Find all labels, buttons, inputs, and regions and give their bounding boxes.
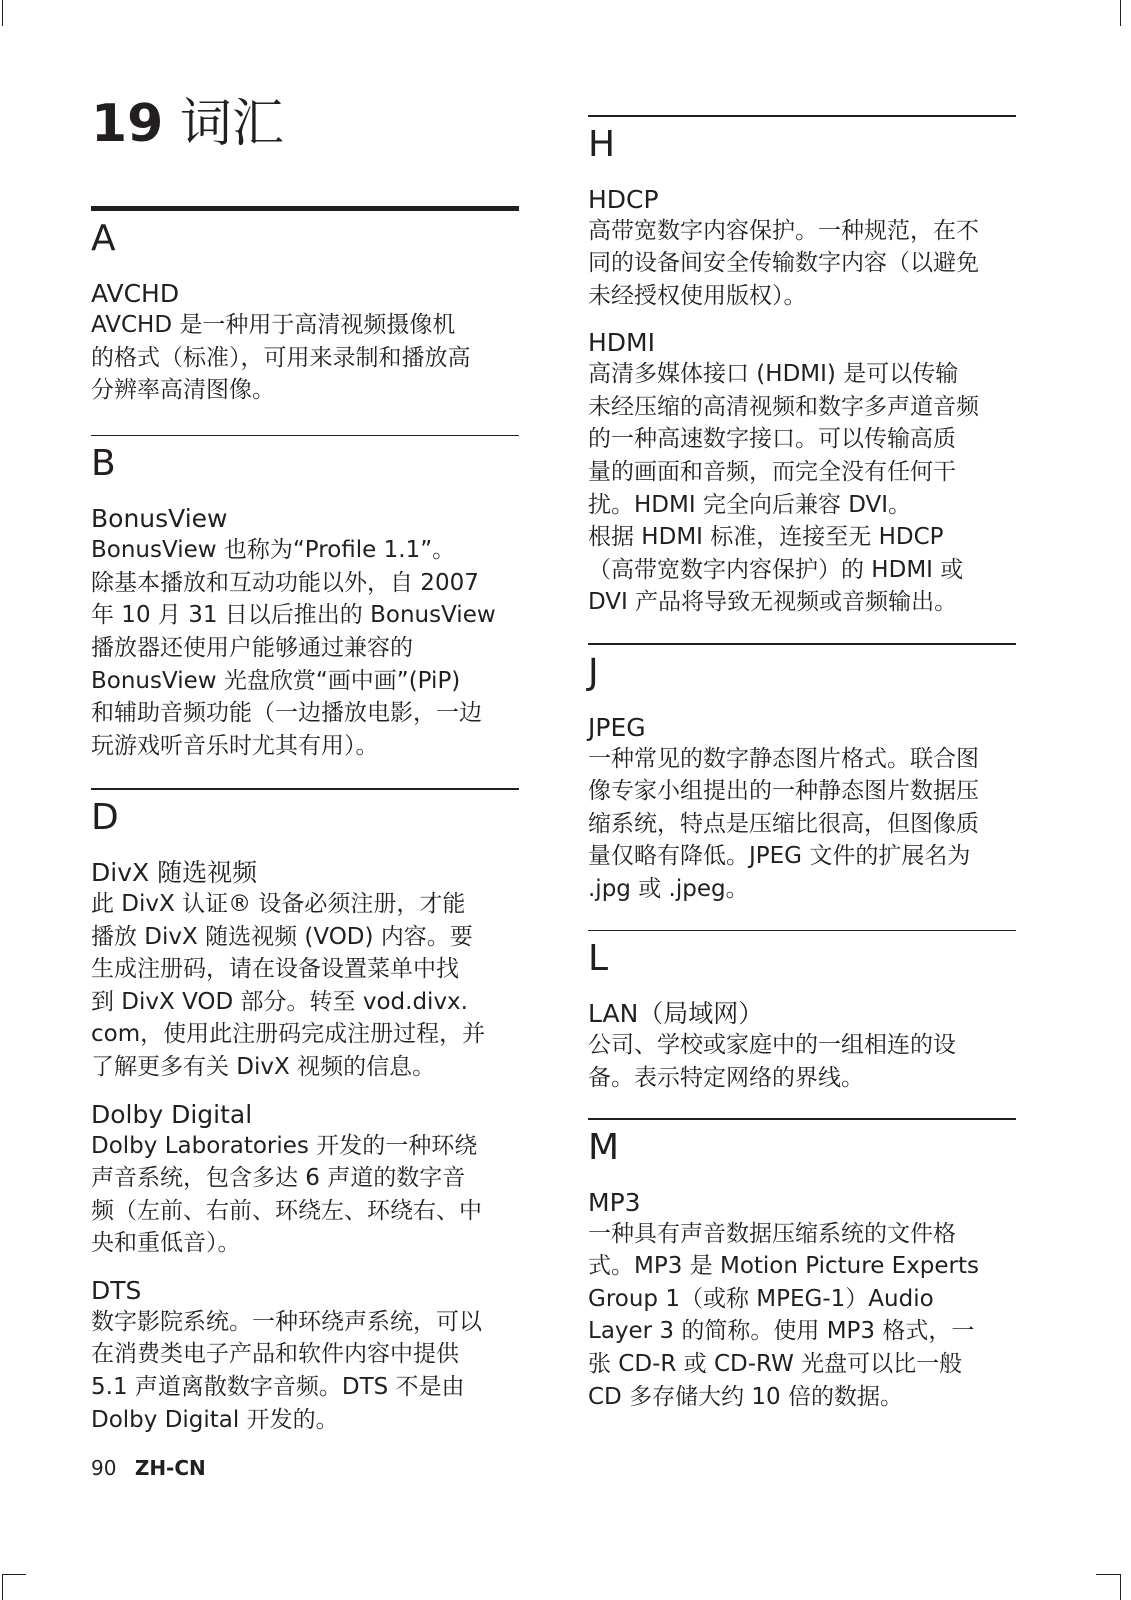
glossary-definition: 此 DivX 认证® 设备必须注册，才能 播放 DivX 随选视频 (VOD) 内容。要 生成注册码，请在设备设置菜单中找 到 DivX VOD 部分。转至 vod.divx. com，使用此注册码完成注册过程，并 了解更多有关 DivX 视频的信息。 — [91, 890, 486, 1080]
section-divider — [588, 930, 1016, 932]
section-divider — [588, 643, 1016, 645]
section-letter: B — [91, 443, 116, 485]
crop-mark — [1120, 0, 1121, 26]
chapter-title — [91, 94, 284, 154]
glossary-definition: 高带宽数字内容保护。一种规范，在不 同的设备间安全传输数字内容（以避免 未经授权使用版权）。 — [588, 217, 979, 309]
crop-mark — [2, 0, 3, 26]
section-letter: A — [91, 218, 116, 259]
section-letter: L — [588, 938, 609, 979]
glossary-definition: 一种具有声音数据压缩系统的文件格 式。MP3 是 Motion Picture Experts Group 1（或称 MPEG-1）Audio Layer 3 的简称。使用 MP3 格式，一 张 CD-R 或 CD-RW 光盘可以比一般 CD 多存储大约 10 倍的数据。 — [588, 1220, 980, 1410]
chapter-name: 词汇 — [179, 94, 284, 154]
section-letter: D — [91, 796, 119, 838]
section-divider — [91, 788, 519, 790]
section-b — [91, 435, 519, 763]
glossary-term: BonusView — [91, 504, 228, 534]
language-code: ZH-CN — [134, 1456, 206, 1480]
section-a — [91, 206, 519, 407]
glossary-term: HDMI — [588, 328, 655, 358]
glossary-term: JPEG — [588, 712, 646, 742]
glossary-definition: 数字影院系统。一种环绕声系统，可以 在消费类电子产品和软件内容中提供 5.1 声道离散数字音频。DTS 不是由 Dolby Digital 开发的。 — [91, 1308, 482, 1433]
section-d — [91, 788, 519, 1436]
glossary-term: AVCHD — [91, 279, 180, 308]
section-h — [588, 115, 1016, 619]
glossary-term: HDCP — [588, 184, 659, 214]
glossary-term: DTS — [91, 1275, 142, 1305]
page-number: 90 — [91, 1456, 117, 1480]
page-footer — [91, 1456, 206, 1480]
glossary-term: MP3 — [588, 1187, 641, 1217]
section-j — [588, 643, 1016, 905]
section-divider — [588, 1118, 1016, 1120]
glossary-definition: AVCHD 是一种用于高清视频摄像机 的格式（标准），可用来录制和播放高 分辨率高清图像。 — [91, 312, 471, 404]
glossary-definition: Dolby Laboratories 开发的一种环绕 声音系统，包含多达 6 声道的数字音 频（左前、右前、环绕左、环绕右、中 央和重低音）。 — [91, 1132, 482, 1257]
glossary-term: Dolby Digital — [91, 1099, 253, 1129]
crop-mark — [2, 1574, 26, 1575]
section-letter: M — [588, 1126, 620, 1168]
section-divider — [91, 206, 519, 211]
section-divider — [91, 435, 519, 437]
glossary-definition: 公司、学校或家庭中的一组相连的设 备。表示特定网络的界线。 — [588, 1032, 956, 1091]
glossary-definition: 一种常见的数字静态图片格式。联合图 像专家小组提出的一种静态图片数据压 缩系统，特点是压缩比很高，但图像质 量仅略有降低。JPEG 文件的扩展名为 .jpg 或 .jpeg。 — [588, 745, 979, 902]
section-letter: H — [588, 123, 616, 165]
glossary-definition: 高清多媒体接口 (HDMI) 是可以传输 未经压缩的高清视频和数字多声道音频 的一种高速数字接口。可以传输高质 量的画面和音频，而完全没有任何干 扰。HDMI 完全向后兼容 DVI。 根据 HDMI 标准，连接至无 HDCP （高带宽数字内容保护）的 HDMI 或 DVI 产品将导致无视频或音频输出。 — [588, 361, 979, 616]
left-column — [91, 206, 519, 1450]
glossary-definition: BonusView 也称为“Profile 1.1”。 除基本播放和互动功能以外，自 2007 年 10 月 31 日以后推出的 BonusView 播放器还使用户能够通过兼容的 BonusView 光盘欣赏“画中画”(PiP) 和辅助音频功能（一边播放电影，一边 玩游戏听音乐时尤其有用）。 — [91, 537, 496, 759]
section-m — [588, 1118, 1016, 1413]
right-column — [588, 115, 1016, 1427]
section-l — [588, 930, 1016, 1095]
crop-mark — [1120, 1574, 1121, 1600]
glossary-term: DivX 随选视频 — [91, 857, 258, 887]
crop-mark — [2, 1574, 3, 1600]
crop-mark — [1096, 1574, 1120, 1575]
glossary-term: LAN（局域网） — [588, 999, 764, 1028]
section-divider — [588, 115, 1016, 117]
chapter-number: 19 — [91, 94, 164, 154]
section-letter: J — [588, 651, 599, 693]
